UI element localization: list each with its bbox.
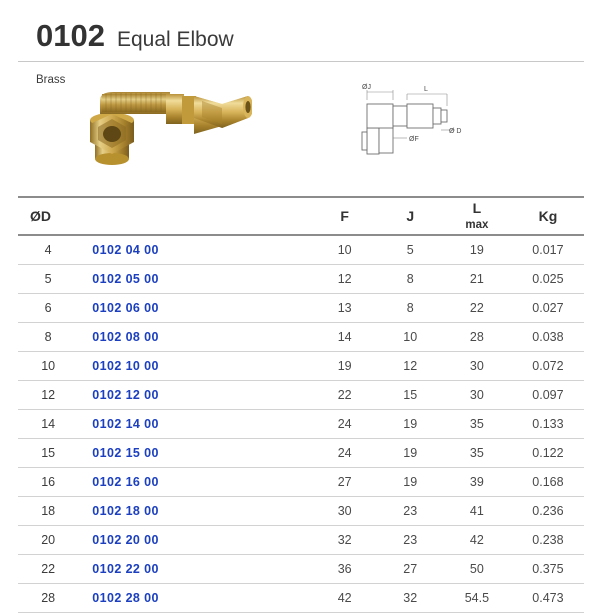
cell-od: 8 — [18, 323, 92, 352]
cell-od: 4 — [18, 235, 92, 265]
cell-od: 6 — [18, 294, 92, 323]
cell-f: 10 — [311, 235, 379, 265]
table-row — [18, 468, 584, 497]
col-header-kg: Kg — [512, 197, 584, 235]
cell-od: 14 — [18, 410, 92, 439]
cell-j: 27 — [379, 555, 442, 584]
cell-od: 5 — [18, 265, 92, 294]
cell-j: 12 — [379, 352, 442, 381]
cell-f: 27 — [311, 468, 379, 497]
cell-f: 24 — [311, 410, 379, 439]
spec-table-wrap — [18, 196, 584, 613]
cell-code[interactable]: 0102 18 00 — [92, 497, 311, 526]
cell-l: 19 — [442, 235, 512, 265]
technical-drawing — [345, 82, 475, 182]
cell-j: 10 — [379, 323, 442, 352]
cell-code[interactable]: 0102 20 00 — [92, 526, 311, 555]
cell-code[interactable]: 0102 16 00 — [92, 468, 311, 497]
cell-l: 50 — [442, 555, 512, 584]
cell-l: 22 — [442, 294, 512, 323]
cell-code[interactable]: 0102 06 00 — [92, 294, 311, 323]
cell-kg: 0.133 — [512, 410, 584, 439]
cell-l: 41 — [442, 497, 512, 526]
drawing-label-of: ØF — [409, 136, 419, 143]
col-header-l-line1: L — [472, 200, 482, 217]
cell-j: 19 — [379, 410, 442, 439]
photo-horizontal-leg — [166, 94, 252, 134]
cell-f: 13 — [311, 294, 379, 323]
cell-j: 5 — [379, 235, 442, 265]
cell-l: 42 — [442, 526, 512, 555]
col-header-f: F — [311, 197, 379, 235]
cell-od: 15 — [18, 439, 92, 468]
table-row — [18, 439, 584, 468]
spec-table — [18, 196, 584, 613]
cell-j: 32 — [379, 584, 442, 613]
cell-kg: 0.375 — [512, 555, 584, 584]
cell-kg: 0.025 — [512, 265, 584, 294]
cell-od: 10 — [18, 352, 92, 381]
photo-elbow-body — [100, 92, 170, 114]
table-row — [18, 584, 584, 613]
product-photo — [62, 84, 252, 189]
cell-f: 19 — [311, 352, 379, 381]
page-title-code: 0102 — [36, 18, 105, 53]
cell-f: 30 — [311, 497, 379, 526]
cell-j: 23 — [379, 526, 442, 555]
drawing-label-oj: ØJ — [362, 84, 371, 91]
material-label: Brass — [36, 74, 66, 86]
cell-kg: 0.236 — [512, 497, 584, 526]
cell-l: 21 — [442, 265, 512, 294]
drawing-label-od: Ø D — [449, 128, 462, 135]
table-row — [18, 526, 584, 555]
cell-kg: 0.072 — [512, 352, 584, 381]
cell-f: 32 — [311, 526, 379, 555]
cell-od: 22 — [18, 555, 92, 584]
cell-j: 15 — [379, 381, 442, 410]
cell-j: 19 — [379, 439, 442, 468]
cell-f: 12 — [311, 265, 379, 294]
table-row — [18, 410, 584, 439]
table-row — [18, 381, 584, 410]
table-body — [18, 235, 584, 613]
cell-code[interactable]: 0102 04 00 — [92, 235, 311, 265]
table-row — [18, 265, 584, 294]
cell-code[interactable]: 0102 10 00 — [92, 352, 311, 381]
cell-kg: 0.122 — [512, 439, 584, 468]
table-row — [18, 323, 584, 352]
cell-code[interactable]: 0102 14 00 — [92, 410, 311, 439]
cell-kg: 0.038 — [512, 323, 584, 352]
cell-kg: 0.238 — [512, 526, 584, 555]
cell-l: 54.5 — [442, 584, 512, 613]
col-header-l-line2: max — [465, 218, 489, 231]
cell-od: 16 — [18, 468, 92, 497]
cell-od: 28 — [18, 584, 92, 613]
col-header-j: J — [379, 197, 442, 235]
header-divider — [18, 61, 584, 62]
cell-kg: 0.017 — [512, 235, 584, 265]
cell-code[interactable]: 0102 05 00 — [92, 265, 311, 294]
cell-code[interactable]: 0102 12 00 — [92, 381, 311, 410]
cell-l: 30 — [442, 352, 512, 381]
cell-f: 14 — [311, 323, 379, 352]
cell-f: 36 — [311, 555, 379, 584]
cell-od: 12 — [18, 381, 92, 410]
cell-od: 20 — [18, 526, 92, 555]
col-header-od: ØD — [18, 197, 92, 235]
cell-j: 8 — [379, 265, 442, 294]
cell-code[interactable]: 0102 15 00 — [92, 439, 311, 468]
cell-l: 30 — [442, 381, 512, 410]
cell-code[interactable]: 0102 28 00 — [92, 584, 311, 613]
table-header-row — [18, 197, 584, 235]
page-header — [36, 18, 234, 54]
cell-l: 35 — [442, 410, 512, 439]
drawing-label-l: L — [424, 86, 428, 93]
cell-kg: 0.027 — [512, 294, 584, 323]
col-header-lmax — [442, 197, 512, 235]
cell-l: 35 — [442, 439, 512, 468]
cell-j: 19 — [379, 468, 442, 497]
cell-f: 42 — [311, 584, 379, 613]
table-row — [18, 555, 584, 584]
cell-od: 18 — [18, 497, 92, 526]
cell-kg: 0.168 — [512, 468, 584, 497]
cell-kg: 0.473 — [512, 584, 584, 613]
table-row — [18, 294, 584, 323]
table-row — [18, 497, 584, 526]
cell-f: 24 — [311, 439, 379, 468]
table-row — [18, 352, 584, 381]
cell-j: 8 — [379, 294, 442, 323]
page-title-name: Equal Elbow — [116, 28, 234, 51]
cell-code[interactable]: 0102 08 00 — [92, 323, 311, 352]
cell-l: 28 — [442, 323, 512, 352]
cell-kg: 0.097 — [512, 381, 584, 410]
cell-f: 22 — [311, 381, 379, 410]
col-header-code — [92, 197, 311, 235]
cell-code[interactable]: 0102 22 00 — [92, 555, 311, 584]
table-row — [18, 235, 584, 265]
cell-j: 23 — [379, 497, 442, 526]
photo-vertical-leg — [90, 113, 134, 165]
cell-l: 39 — [442, 468, 512, 497]
